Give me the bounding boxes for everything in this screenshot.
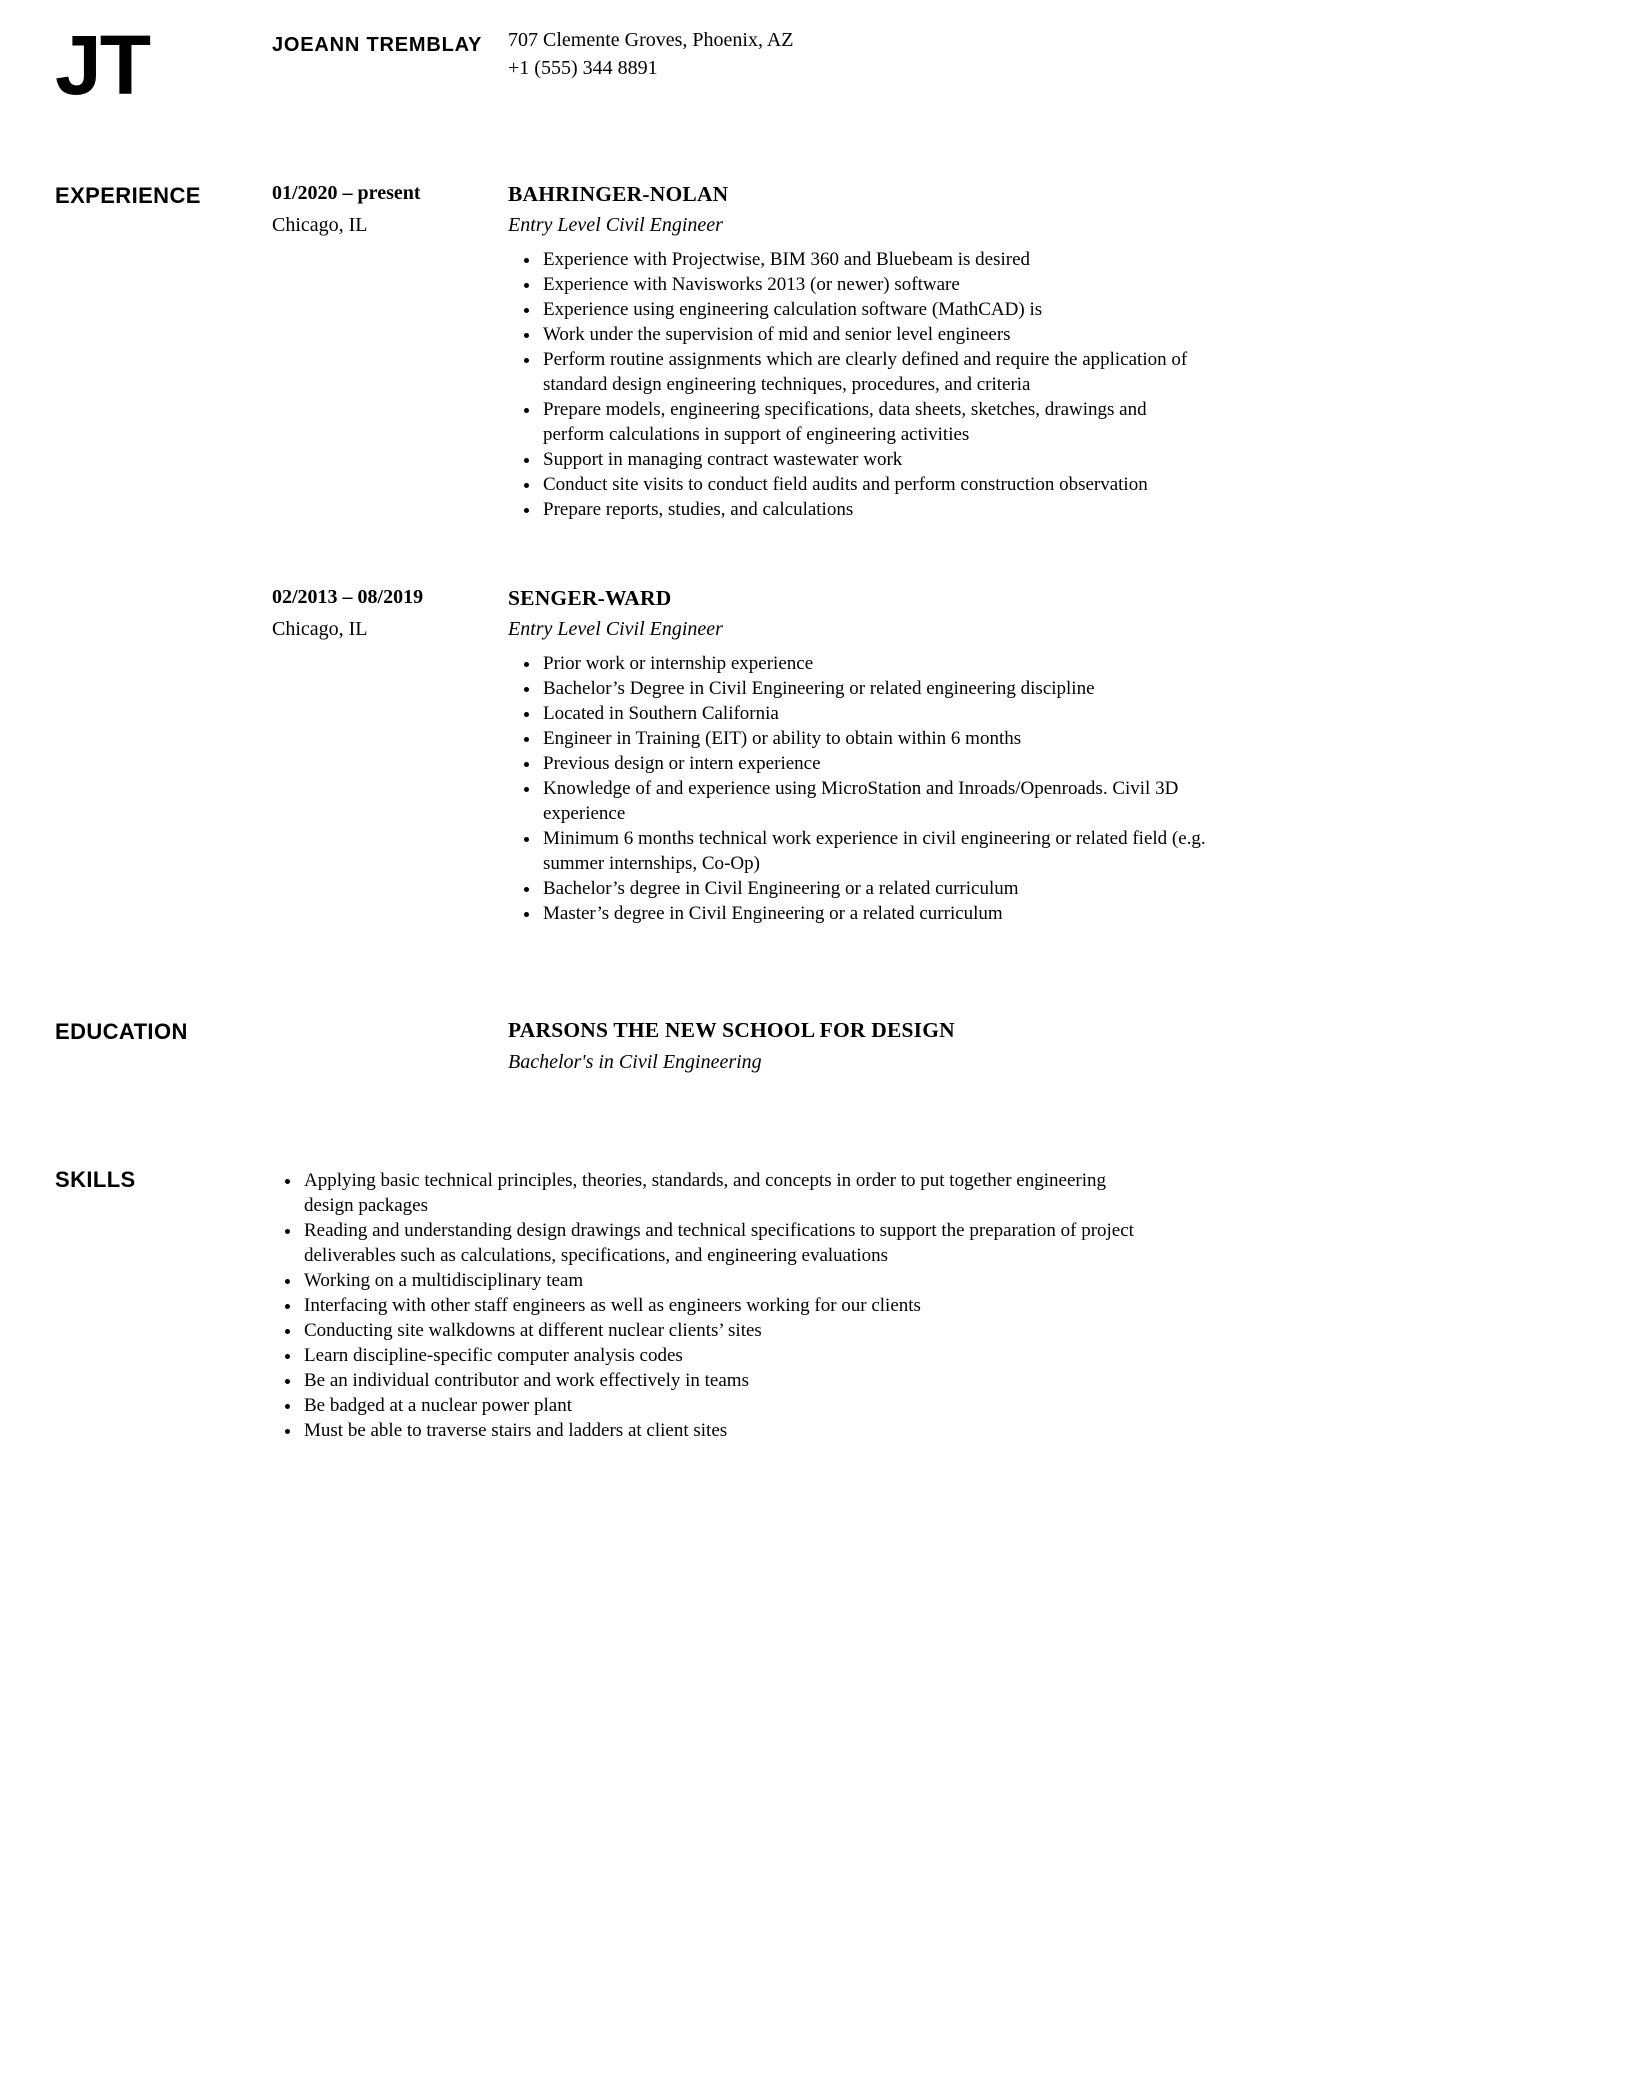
job-bullet-item: • Bachelor’s Degree in Civil Engineering or related engineering discipline [541,676,1208,701]
job-title: Entry Level Civil Engineer [508,214,723,237]
company-name: BAHRINGER-NOLAN [508,182,729,207]
job-bullet-item: • Prior work or internship experience [541,651,1208,676]
skill-bullet-item: • Be badged at a nuclear power plant [302,1393,1157,1418]
job-entry [508,182,1208,522]
job-bullet-item: • Work under the supervision of mid and senior level engineers [541,322,1208,347]
job-bullet-item: • Prepare reports, studies, and calculations [541,497,1208,522]
initials-monogram: JT [55,18,150,112]
job-title: Entry Level Civil Engineer [508,618,723,641]
skill-bullet-item: • Interfacing with other staff engineers as well as engineers working for our clients [302,1293,1157,1318]
job-bullet-item: • Knowledge of and experience using MicroStation and Inroads/Openroads. Civil 3D experience [541,776,1208,826]
job-location: Chicago, IL [272,214,368,237]
job-bullet-item: • Conduct site visits to conduct field audits and perform construction observation [541,472,1208,497]
section-label-education: EDUCATION [55,1019,188,1045]
job-dates: 01/2020 – present [272,182,421,205]
job-bullet-item: • Bachelor’s degree in Civil Engineering or a related curriculum [541,876,1208,901]
company-name: SENGER-WARD [508,586,672,611]
job-bullet-item: • Previous design or intern experience [541,751,1208,776]
skill-bullet-item: • Learn discipline-specific computer analysis codes [302,1343,1157,1368]
section-label-skills: SKILLS [55,1167,136,1193]
contact-address: 707 Clemente Groves, Phoenix, AZ [508,29,794,51]
contact-block [508,26,1577,82]
job-bullet-list [508,247,1208,522]
job-location: Chicago, IL [272,618,368,641]
job-entry [508,586,1208,926]
job-bullet-item: • Prepare models, engineering specifications, data sheets, sketches, drawings and perform calculations in support of engineering activities [541,397,1208,447]
job-bullet-item: • Minimum 6 months technical work experience in civil engineering or related field (e.g. summer internships, Co-Op) [541,826,1208,876]
job-bullet-item: • Master’s degree in Civil Engineering or a related curriculum [541,901,1208,926]
job-bullet-item: • Experience with Navisworks 2013 (or newer) software [541,272,1208,297]
skill-bullet-item: • Working on a multidisciplinary team [302,1268,1157,1293]
skills-section [55,1166,1577,1443]
experience-section [55,182,1577,926]
job-bullet-list [508,651,1208,926]
contact-phone: +1 (555) 344 8891 [508,57,658,79]
skill-bullet-item: • Be an individual contributor and work effectively in teams [302,1368,1157,1393]
education-section [55,1018,1577,1074]
job-bullet-item: • Located in Southern California [541,701,1208,726]
job-bullet-item: • Support in managing contract wastewater work [541,447,1208,472]
degree-name: Bachelor's in Civil Engineering [508,1051,762,1074]
skill-bullet-item: • Applying basic technical principles, theories, standards, and concepts in order to put together engineering design packages [302,1168,1157,1218]
resume-header [55,18,1577,112]
job-bullet-item: • Experience with Projectwise, BIM 360 and Bluebeam is desired [541,247,1208,272]
section-label-experience: EXPERIENCE [55,183,201,209]
person-name: JOEANN TREMBLAY [272,34,483,56]
job-meta [272,586,508,641]
job-dates: 02/2013 – 08/2019 [272,586,424,609]
skill-bullet-item: • Reading and understanding design drawings and technical specifications to support the preparation of project deliverables such as calculations, specifications, and engineering evaluations [302,1218,1157,1268]
education-entry [508,1018,1577,1074]
job-bullet-item: • Engineer in Training (EIT) or ability to obtain within 6 months [541,726,1208,751]
skill-bullet-item: • Conducting site walkdowns at different nuclear clients’ sites [302,1318,1157,1343]
job-meta [272,182,508,237]
skill-bullet-item: • Must be able to traverse stairs and ladders at client sites [302,1418,1157,1443]
school-name: PARSONS THE NEW SCHOOL FOR DESIGN [508,1018,955,1043]
job-bullet-item: • Experience using engineering calculation software (MathCAD) is [541,297,1208,322]
skills-bullet-list [272,1168,1157,1443]
job-bullet-item: • Perform routine assignments which are clearly defined and require the application of standard design engineering techniques, procedures, and criteria [541,347,1208,397]
